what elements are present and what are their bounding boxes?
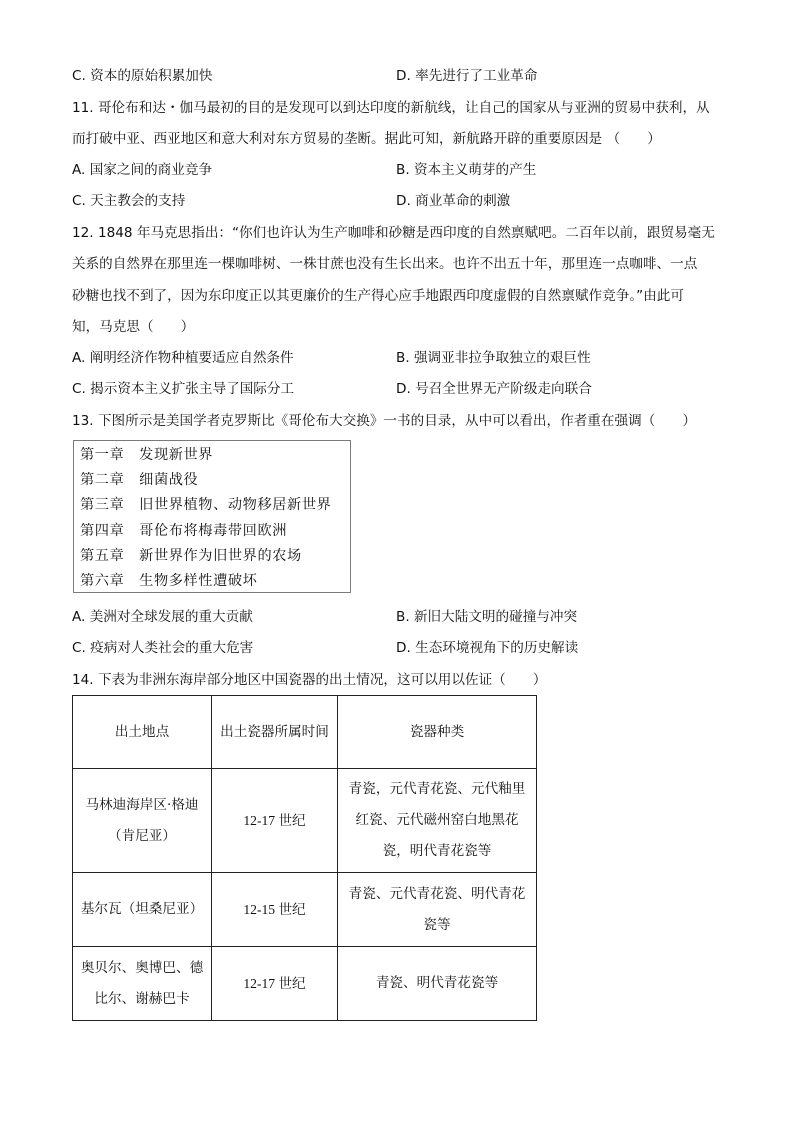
q11-option-d: D. 商业革命的刺激 [396, 193, 511, 209]
q12-stem-line-3: 砂糖也找不到了，因为东印度正以其更廉价的生产得心应手地跟西印度虚假的自然禀赋作竞争。”由此可 [72, 288, 684, 304]
q11-option-a: A. 国家之间的商业竞争 [72, 162, 213, 178]
table-row [73, 947, 537, 1021]
q10-option-d: D. 率先进行了工业革命 [396, 68, 538, 84]
q12-option-a: A. 阐明经济作物种植要适应自然条件 [72, 350, 294, 366]
cell-period: 12-17 世纪 [212, 769, 338, 873]
q12-option-d: D. 号召全世界无产阶级走向联合 [396, 381, 592, 397]
q11-stem-line-2: 而打破中亚、西亚地区和意大利对东方贸易的垄断。据此可知，新航路开辟的重要原因是 （ ） [72, 131, 661, 147]
q10-option-c: C. 资本的原始积累加快 [72, 68, 213, 84]
q14-stem: 14. 下表为非洲东海岸部分地区中国瓷器的出土情况，这可以用以佐证（ ） [72, 672, 547, 688]
cell-location: 奥贝尔、奥博巴、德比尔、谢赫巴卡 [73, 947, 212, 1021]
toc-chapter-5: 第五章 新世界作为旧世界的农场 [80, 548, 302, 564]
q13-option-b: B. 新旧大陆文明的碰撞与冲突 [396, 609, 578, 625]
header-porcelain-type: 瓷器种类 [338, 696, 537, 769]
cell-location: 基尔瓦（坦桑尼亚） [73, 873, 212, 947]
cell-period: 12-15 世纪 [212, 873, 338, 947]
cell-porcelain-type: 青瓷、元代青花瓷、明代青花瓷等 [338, 873, 537, 947]
q13-option-a: A. 美洲对全球发展的重大贡献 [72, 609, 253, 625]
q12-stem-line-4: 知，马克思（ ） [72, 319, 195, 335]
q13-option-c: C. 疫病对人类社会的重大危害 [72, 640, 254, 656]
toc-chapter-2: 第二章 细菌战役 [80, 472, 199, 488]
table-row [73, 873, 537, 947]
table-header-row [73, 696, 537, 769]
toc-chapter-3: 第三章 旧世界植物、动物移居新世界 [80, 497, 332, 513]
cell-porcelain-type: 青瓷，元代青花瓷、元代釉里红瓷、元代磁州窑白地黑花瓷，明代青花瓷等 [338, 769, 537, 873]
cell-period: 12-17 世纪 [212, 947, 338, 1021]
cell-porcelain-type: 青瓷、明代青花瓷等 [338, 947, 537, 1021]
q11-option-c: C. 天主教会的支持 [72, 193, 186, 209]
table-of-contents-figure [73, 440, 351, 593]
toc-chapter-1: 第一章 发现新世界 [80, 447, 214, 463]
toc-chapter-6: 第六章 生物多样性遭破坏 [80, 573, 258, 589]
toc-chapter-4: 第四章 哥伦布将梅毒带回欧洲 [80, 523, 288, 539]
q13-stem: 13. 下图所示是美国学者克罗斯比《哥伦布大交换》一书的目录，从中可以看出，作者重在强调（ ） [72, 413, 697, 429]
q11-stem-line-1: 11. 哥伦布和达・伽马最初的目的是发现可以到达印度的新航线，让自己的国家从与亚洲的贸易中获利，从 [72, 100, 710, 116]
header-location: 出土地点 [73, 696, 212, 769]
q12-stem-line-2: 关系的自然界在那里连一棵咖啡树、一株甘蔗也没有生长出来。也许不出五十年，那里连一点咖啡、一点 [72, 256, 698, 272]
table-row [73, 769, 537, 873]
cell-location: 马林迪海岸区·格迪（肯尼亚） [73, 769, 212, 873]
porcelain-excavation-table [72, 695, 537, 1021]
q12-option-c: C. 揭示资本主义扩张主导了国际分工 [72, 381, 295, 397]
header-period: 出土瓷器所属时间 [212, 696, 338, 769]
q12-stem-line-1: 12. 1848 年马克思指出：“你们也许认为生产咖啡和砂糖是西印度的自然禀赋吧。二百年以前，跟贸易毫无 [72, 225, 715, 241]
q13-option-d: D. 生态环境视角下的历史解读 [396, 640, 579, 656]
q11-option-b: B. 资本主义萌芽的产生 [396, 162, 537, 178]
q12-option-b: B. 强调亚非拉争取独立的艰巨性 [396, 350, 591, 366]
